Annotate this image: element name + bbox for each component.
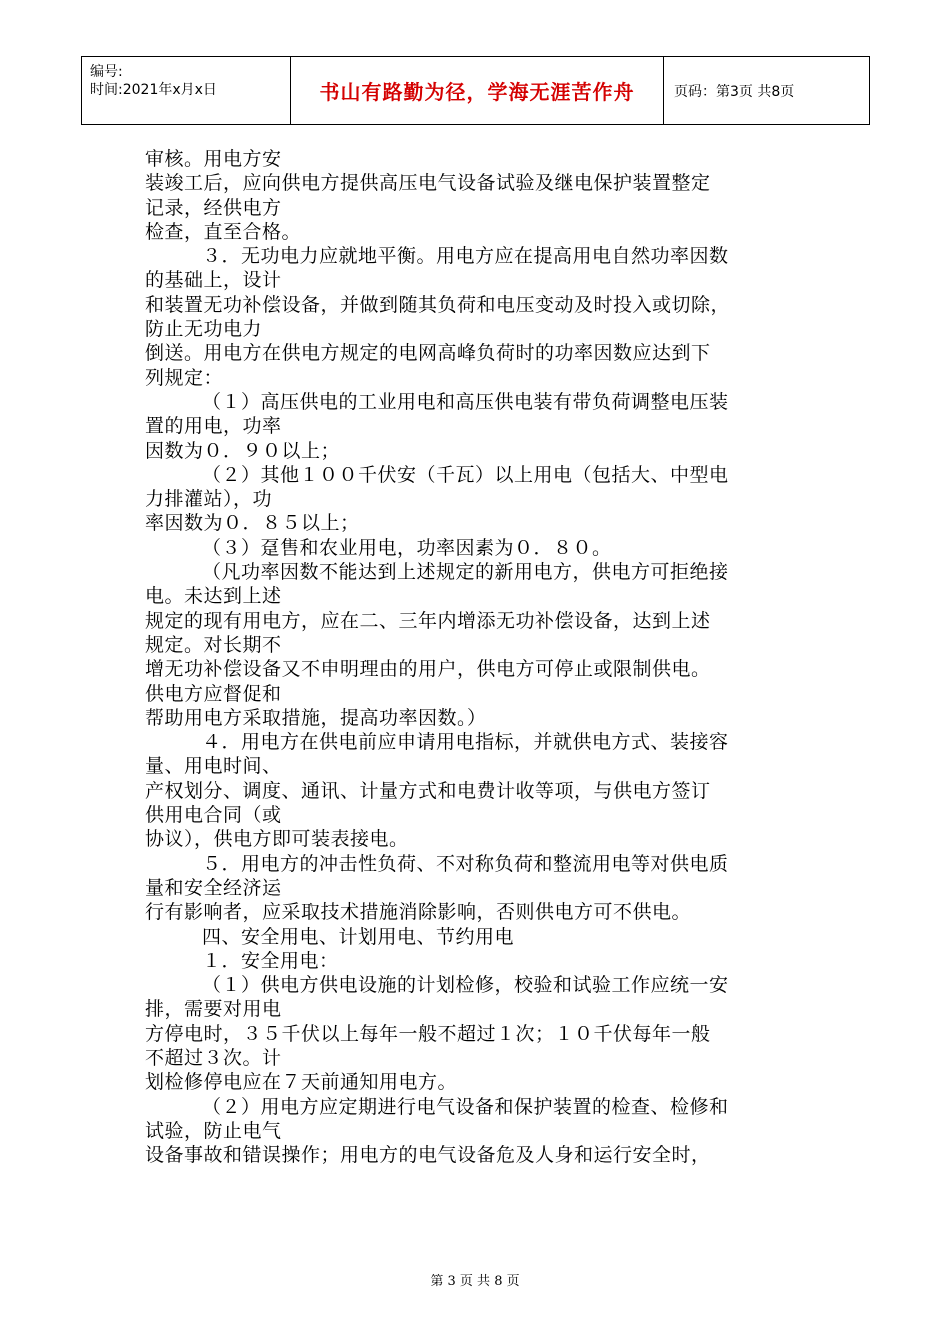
text-line: 装竣工后，应向供电方提供高压电气设备试验及继电保护装置整定	[145, 172, 711, 195]
header-table	[81, 56, 870, 125]
text-line: （１）供电方供电设施的计划检修，校验和试验工作应统一安	[202, 974, 729, 997]
text-line: 量和安全经济运	[145, 876, 282, 899]
text-line: 因数为０．９０以上；	[145, 439, 341, 462]
text-line: （２）用电方应定期进行电气设备和保护装置的检查、检修和	[202, 1095, 729, 1118]
time-label: 时间:2021年x月x日	[90, 82, 217, 98]
text-line: 规定。对长期不	[145, 633, 282, 656]
text-line: （３）趸售和农业用电，功率因素为０．８０。	[202, 536, 612, 559]
text-line: 供用电合同（或	[145, 804, 282, 827]
page-footer: 第 3 页 共 8 页	[430, 1274, 520, 1289]
text-line: 不超过３次。计	[145, 1046, 282, 1069]
document-body	[145, 147, 825, 1167]
text-line: 划检修停电应在７天前通知用电方。	[145, 1071, 458, 1094]
text-line: 方停电时，３５千伏以上每年一般不超过１次；１０千伏每年一般	[145, 1022, 711, 1045]
text-line: 力排灌站），功	[145, 488, 273, 511]
text-line: （凡功率因数不能达到上述规定的新用电方，供电方可拒绝接	[202, 561, 729, 584]
text-line: 和装置无功补偿设备，并做到随其负荷和电压变动及时投入或切除，	[145, 293, 731, 316]
header-page-info: 页码：第3页 共8页	[664, 57, 870, 125]
text-line: 量、用电时间、	[145, 755, 282, 778]
text-line: 置的用电，功率	[145, 415, 282, 438]
text-line: 审核。用电方安	[145, 148, 282, 170]
text-line: 检查，直至合格。	[145, 220, 302, 243]
text-line: 设备事故和错误操作；用电方的电气设备危及人身和运行安全时，	[145, 1144, 711, 1167]
text-line: 规定的现有用电方，应在二、三年内增添无功补偿设备，达到上述	[145, 609, 711, 632]
text-line: 增无功补偿设备又不申明理由的用户，供电方可停止或限制供电。	[145, 658, 711, 681]
text-line: 率因数为０．８５以上；	[145, 512, 360, 535]
text-line: ４．用电方在供电前应申请用电指标，并就供电方式、装接容	[202, 731, 729, 754]
text-line: ５．用电方的冲击性负荷、不对称负荷和整流用电等对供电质	[202, 852, 729, 875]
header-motto: 书山有路勤为径，学海无涯苦作舟	[291, 57, 664, 125]
text-line: 四、安全用电、计划用电、节约用电	[202, 925, 515, 948]
text-line: 排，需要对用电	[145, 998, 282, 1021]
text-line: １．安全用电：	[202, 949, 339, 972]
text-line: 电。未达到上述	[145, 585, 282, 608]
text-line: 试验，防止电气	[145, 1119, 282, 1142]
text-line: （２）其他１００千伏安（千瓦）以上用电（包括大、中型电	[202, 463, 729, 486]
header-meta	[82, 57, 291, 125]
text-line: 倒送。用电方在供电方规定的电网高峰负荷时的功率因数应达到下	[145, 342, 711, 365]
text-line: 协议），供电方即可装表接电。	[145, 828, 409, 851]
text-line: 记录，经供电方	[145, 196, 282, 219]
text-line: 防止无功电力	[145, 318, 263, 341]
text-line: 行有影响者，应采取技术措施消除影响，否则供电方可不供电。	[145, 901, 692, 924]
text-line: 的基础上，设计	[145, 269, 282, 292]
text-line: 帮助用电方采取措施，提高功率因数。）	[145, 706, 487, 729]
text-line: 产权划分、调度、通讯、计量方式和电费计收等项，与供电方签订	[145, 779, 711, 802]
number-label: 编号:	[90, 64, 123, 80]
text-line: （１）高压供电的工业用电和高压供电装有带负荷调整电压装	[202, 390, 729, 413]
text-line: ３．无功电力应就地平衡。用电方应在提高用电自然功率因数	[202, 245, 729, 268]
text-line: 供电方应督促和	[145, 682, 282, 705]
text-line: 列规定：	[145, 366, 224, 389]
